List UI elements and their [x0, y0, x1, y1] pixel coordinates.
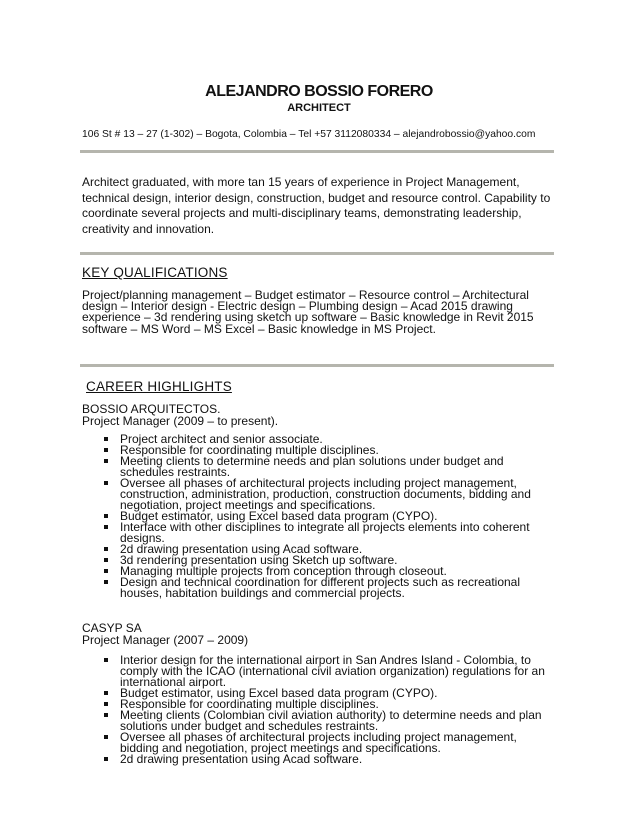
job-duties-list — [100, 434, 558, 599]
section-divider — [80, 150, 554, 153]
list-item: Interior design for the international airport in San Andres Island - Colombia, to comply with the ICAO (international civil aviation organization) regulations for an international airport. — [100, 655, 558, 688]
key-qualifications-heading: KEY QUALIFICATIONS — [82, 265, 228, 280]
applicant-title: ARCHITECT — [287, 102, 351, 114]
list-item: Budget estimator, using Excel based data program (CYPO). — [100, 511, 558, 522]
list-item: Meeting clients (Colombian civil aviation authority) to determine needs and plan solutions under budget and schedules restraints. — [100, 710, 558, 732]
job-duties-list — [100, 655, 558, 765]
list-item: Budget estimator, using Excel based data program (CYPO). — [100, 688, 558, 699]
job-company: BOSSIO ARQUITECTOS. — [82, 402, 221, 416]
list-item: Responsible for coordinating multiple disciplines. — [100, 445, 558, 456]
list-item: 2d drawing presentation using Acad software. — [100, 544, 558, 555]
job-company: CASYP SA — [82, 621, 142, 635]
list-item: Design and technical coordination for different projects such as recreational houses, habitation buildings and commercial projects. — [100, 577, 558, 599]
key-qualifications-text: Project/planning management – Budget estimator – Resource control – Architectural design – Interior design - Electric design – Plumbing design – Acad 2015 drawing experience – 3d rendering using sketch up software – Basic knowledge in Revit 2015 software – MS Word – MS Excel – Basic knowledge in MS Project. — [82, 288, 534, 336]
section-divider — [80, 252, 554, 255]
applicant-name: ALEJANDRO BOSSIO FORERO — [205, 83, 433, 100]
list-item: Responsible for coordinating multiple disciplines. — [100, 699, 558, 710]
professional-summary: Architect graduated, with more tan 15 years of experience in Project Management, technical design, interior design, construction, budget and resource control. Capability to coordinate several projects and multi-disciplinary teams, demonstrating leadership, creativity and innovation. — [82, 175, 551, 236]
list-item: Oversee all phases of architectural projects including project management, bidding and negotiation, project meetings and specifications. — [100, 732, 558, 754]
list-item: Oversee all phases of architectural projects including project management, construction, administration, production, construction documents, bidding and negotiation, project meetings and specifications. — [100, 478, 558, 511]
contact-line: 106 St # 13 – 27 (1-302) – Bogota, Colombia – Tel +57 3112080334 – alejandrobossio@yahoo.com — [82, 129, 536, 140]
list-item: 3d rendering presentation using Sketch up software. — [100, 555, 558, 566]
job-role: Project Manager (2009 – to present). — [82, 414, 279, 428]
list-item: Project architect and senior associate. — [100, 434, 558, 445]
list-item: 2d drawing presentation using Acad software. — [100, 754, 558, 765]
list-item: Interface with other disciplines to integrate all projects elements into coherent designs. — [100, 522, 558, 544]
job-role: Project Manager (2007 – 2009) — [82, 633, 249, 647]
list-item: Managing multiple projects from conception through closeout. — [100, 566, 558, 577]
career-highlights-heading: CAREER HIGHLIGHTS — [86, 379, 232, 394]
section-divider — [80, 364, 554, 367]
list-item: Meeting clients to determine needs and plan solutions under budget and schedules restraints. — [100, 456, 558, 478]
